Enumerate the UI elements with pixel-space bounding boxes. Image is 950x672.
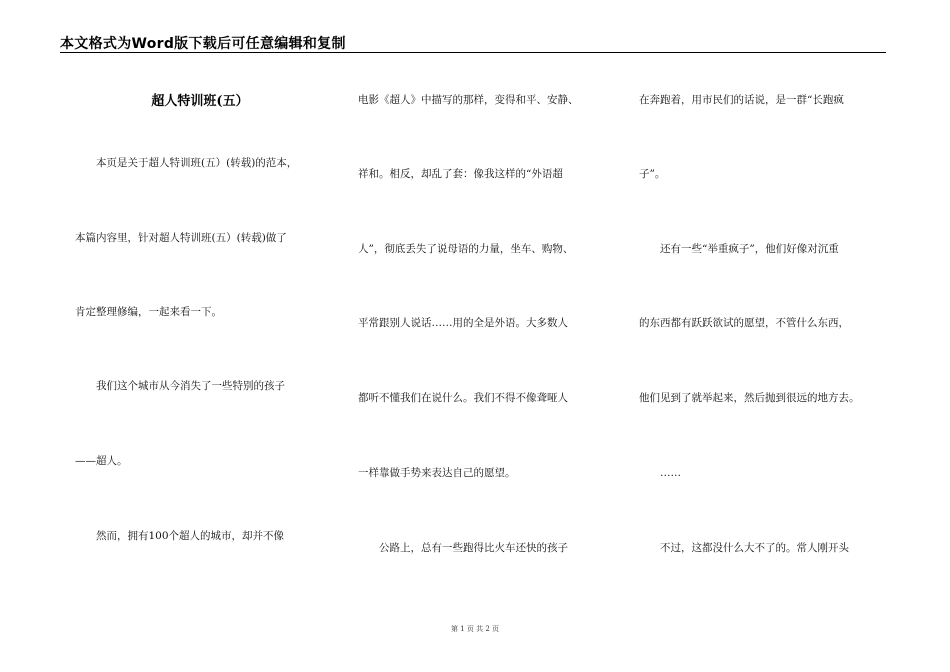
body-line: 不过，这都没什么大不了的。常人刚开头 bbox=[639, 542, 849, 554]
body-line: …… bbox=[639, 467, 681, 479]
body-line: 祥和。相反，却乱了套：像我这样的“外语超 bbox=[358, 168, 563, 180]
body-line: 他们见到了就举起来，然后抛到很远的地方去。 bbox=[639, 392, 860, 404]
document-header: 本文格式为Word版下载后可任意编辑和复制 bbox=[60, 36, 346, 52]
body-line: 本篇内容里，针对超人特训班(五）(转载)做了 bbox=[75, 232, 287, 244]
body-line: 公路上，总有一些跑得比火车还快的孩子 bbox=[358, 542, 568, 554]
body-line: 的东西都有跃跃欲试的愿望，不管什么东西， bbox=[639, 317, 849, 329]
body-line: 平常跟别人说话……用的全是外语。大多数人 bbox=[358, 317, 568, 329]
body-line: 肯定整理修编，一起来看一下。 bbox=[75, 306, 222, 318]
article-title: 超人特训班(五） bbox=[151, 94, 249, 109]
body-line: 一样靠做手势来表达自己的愿望。 bbox=[358, 467, 516, 479]
body-line: 电影《超人》中描写的那样，变得和平、安静、 bbox=[358, 94, 579, 106]
body-line: 还有一些“举重疯子”，他们好像对沉重 bbox=[639, 243, 839, 255]
page-number: 第 1 页 共 2 页 bbox=[450, 625, 500, 633]
body-line: 都听不懂我们在说什么。我们不得不像聋哑人 bbox=[358, 392, 568, 404]
header-divider bbox=[60, 52, 886, 53]
body-line: 子”。 bbox=[639, 168, 666, 180]
body-line: 然而，拥有100个超人的城市，却并不像 bbox=[75, 530, 285, 542]
body-line: ——超人。 bbox=[75, 455, 128, 467]
body-line: 人”，彻底丢失了说母语的力量，坐车、购物、 bbox=[358, 243, 574, 255]
body-line: 我们这个城市从今消失了一些特别的孩子 bbox=[75, 380, 285, 392]
body-line: 在奔跑着，用市民们的话说，是一群“长跑疯 bbox=[639, 94, 844, 106]
body-line: 本页是关于超人特训班(五）(转载)的范本， bbox=[75, 157, 298, 169]
